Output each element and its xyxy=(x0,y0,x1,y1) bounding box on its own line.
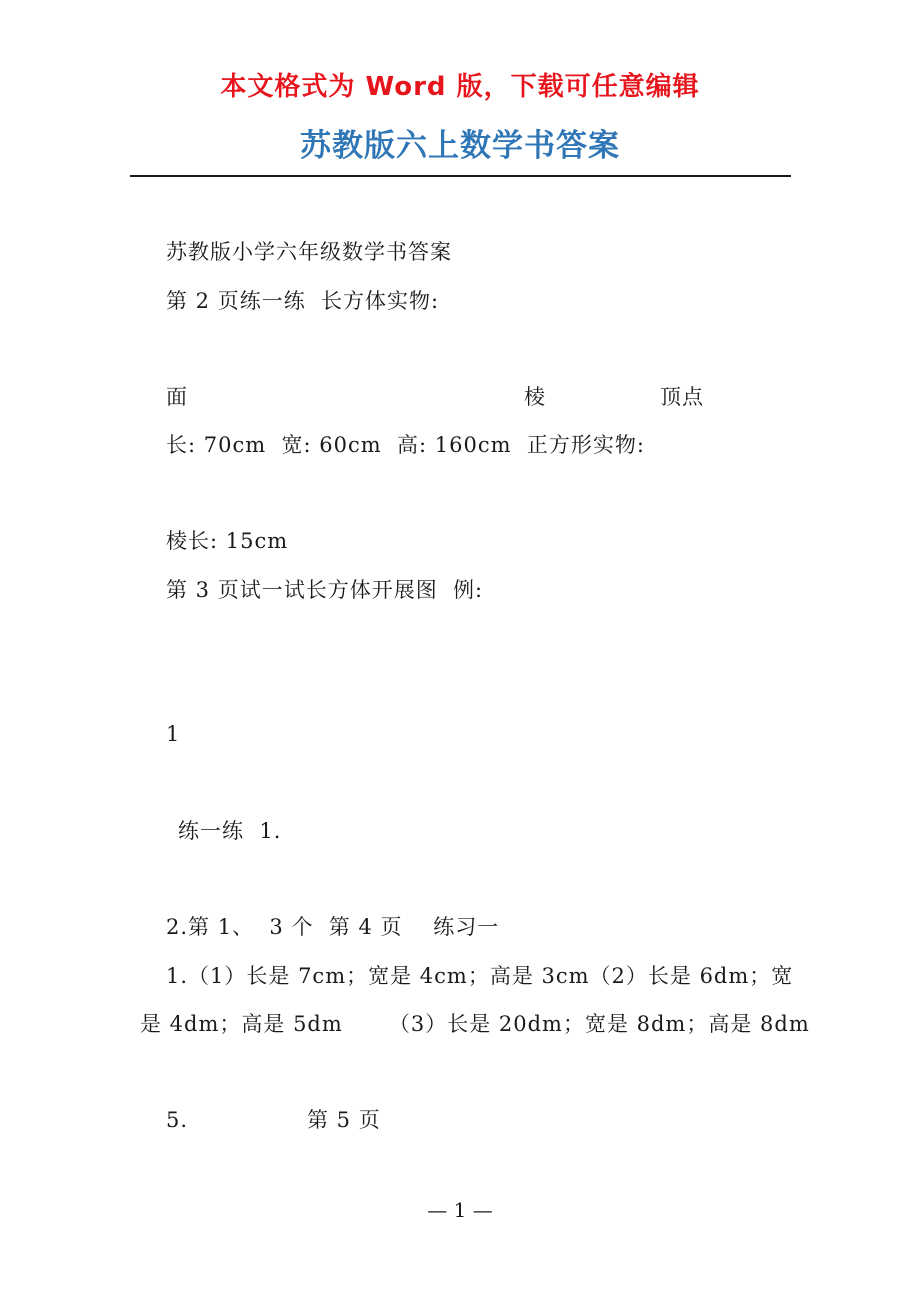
body-line-answer-2: 是 4dm；高是 5dm （3）长是 20dm；宽是 8dm；高是 8dm xyxy=(140,1012,810,1036)
body-line-answer-1: 1.（1）长是 7cm；宽是 4cm；高是 3cm（2）长是 6dm；宽 xyxy=(166,964,794,988)
document-title: 苏教版六上数学书答案 xyxy=(300,128,620,164)
body-line-page3: 第 3 页试一试长方体开展图 例: xyxy=(166,578,484,602)
body-line-dimensions: 长: 70cm 宽: 60cm 高: 160cm 正方形实物: xyxy=(166,433,645,457)
body-line-page2: 第 2 页练一练 长方体实物: xyxy=(166,289,440,313)
body-line-one: 1 xyxy=(166,722,181,746)
format-notice-banner: 本文格式为 Word 版，下载可任意编辑 xyxy=(220,72,700,102)
label-vertex: 顶点 xyxy=(660,385,704,409)
body-line-page5: 第 5 页 xyxy=(307,1108,381,1132)
body-line-page4: 2.第 1、 3 个 第 4 页 练习一 xyxy=(166,915,500,939)
body-line-practice: 练一练 1. xyxy=(178,819,282,843)
page-number: — 1 — xyxy=(427,1198,493,1222)
label-face: 面 xyxy=(166,385,188,409)
title-divider xyxy=(130,175,791,177)
body-line-edge-length: 棱长: 15cm xyxy=(166,529,289,553)
body-line-subtitle: 苏教版小学六年级数学书答案 xyxy=(166,240,452,264)
body-line-item5: 5. xyxy=(166,1108,189,1132)
label-edge: 棱 xyxy=(524,385,546,409)
